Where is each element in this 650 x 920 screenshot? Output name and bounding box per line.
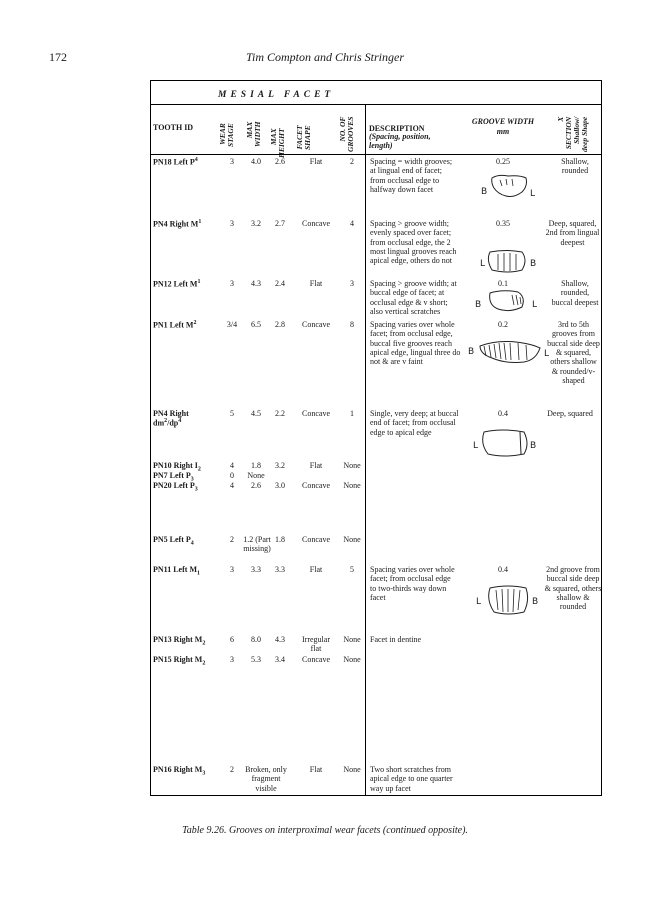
description-cell: Single, very deep; at buccal end of facet; from occlusal edge to apical edge [370, 409, 459, 437]
table-top-rule [150, 80, 602, 81]
table-right-rule [601, 80, 602, 796]
groove-width-cell: 0.1 [498, 279, 508, 288]
facet-sketch-pn11 [474, 582, 546, 618]
sketch-label-b: B [530, 441, 537, 451]
max-width-cell: None [247, 471, 265, 480]
sketch-label-b: B [475, 300, 482, 310]
header-x-section [557, 117, 589, 152]
tooth-id-sup: 2 [193, 320, 197, 326]
header-description-l3: length) [369, 140, 393, 150]
facet-shape-cell: Flat [309, 157, 323, 166]
tooth-id-text: PN16 Right M [153, 765, 203, 774]
description-cell: Spacing varies over whole facet; from occlusal edge, buccal five grooves reach apical edge, lingual three do not & are v faint [370, 320, 461, 367]
table-row-tooth-id [153, 279, 200, 289]
wear-stage-cell: 3 [230, 565, 234, 574]
max-width-cell: 1.2 (Part missing) [243, 535, 271, 554]
facet-sketch-pn4-dm [470, 424, 550, 462]
max-width-cell: 2.6 [251, 481, 261, 490]
header-separator-rule [150, 154, 602, 155]
header-wear-stage [219, 123, 234, 147]
header-description-l1: DESCRIPTION [369, 124, 425, 133]
facet-shape-cell: Irregular flat [302, 635, 330, 654]
tooth-id-text: PN18 Left P [153, 157, 195, 167]
sketch-label-b: B [481, 187, 488, 197]
max-width-cell: 3.3 [251, 565, 261, 574]
tooth-id-sup: 4 [194, 157, 198, 163]
header-wear-stage-l2: STAGE [225, 123, 235, 147]
tooth-id-sub: 3 [194, 486, 198, 493]
groove-width-cell: 0.4 [498, 565, 508, 574]
tooth-id-text: PN5 Left P [153, 535, 191, 544]
max-width-cell: 6.5 [251, 320, 261, 329]
max-width-cell: 4.5 [251, 409, 261, 418]
table-row-tooth-id [153, 535, 194, 548]
tooth-id-sub: 2 [202, 660, 206, 667]
grooves-cell: 8 [350, 320, 354, 329]
header-max-height-l2: HEIGHT [276, 128, 286, 158]
max-height-cell: 2.2 [275, 409, 285, 418]
facet-sketch-pn18 [478, 172, 548, 202]
wear-stage-cell: 4 [230, 481, 234, 490]
header-groove-width-l2: mm [496, 127, 510, 137]
table-bottom-rule [150, 795, 602, 796]
table-row-tooth-id [153, 565, 200, 578]
facet-sketch-pn4-m1 [478, 246, 548, 278]
header-description [369, 125, 431, 150]
description-cell: Two short scratches from apical edge to one quarter way up facet [370, 765, 453, 793]
grooves-cell: 5 [350, 565, 354, 574]
sketch-label-b: B [532, 597, 539, 607]
max-width-cell: 1.8 [251, 461, 261, 470]
wear-stage-cell: 3 [230, 219, 234, 228]
mesial-facet-header: MESIAL FACET [218, 90, 335, 100]
max-height-cell: 1.8 [275, 535, 285, 544]
facet-shape-cell: Concave [302, 481, 330, 490]
header-tooth-id: TOOTH ID [153, 123, 194, 132]
max-height-cell: 2.8 [275, 320, 285, 329]
header-facet-shape [296, 125, 311, 150]
x-section-cell: Shallow, rounded, buccal deepest [551, 279, 599, 307]
mesial-span-rule [150, 104, 602, 105]
description-cell: Spacing varies over whole facet; from occlusal edge to two-thirds way down facet [370, 565, 455, 603]
tooth-id-text: PN11 Left M [153, 565, 197, 574]
x-section-cell: 3rd to 5th grooves from buccal side deep & squared, others shallow & rounded/v-shaped [547, 320, 600, 386]
max-height-cell: 3.4 [275, 655, 285, 664]
header-max-height-l1: MAX [269, 128, 278, 146]
table-row-tooth-id [153, 655, 205, 668]
x-section-cell: Deep, squared [547, 409, 593, 418]
max-height-cell: 2.6 [275, 157, 285, 166]
tooth-id-line1: PN4 Right [153, 409, 189, 418]
max-width-cell: Broken, only fragment visible [245, 765, 287, 793]
tooth-id-text: PN13 Right M [153, 635, 203, 644]
header-x-section-l1: X [556, 116, 565, 122]
max-width-cell: 8.0 [251, 635, 261, 644]
max-height-cell: 4.3 [275, 635, 285, 644]
header-facet-shape-l1: FACET [295, 125, 304, 150]
table-row-tooth-id [153, 765, 205, 778]
description-cell: Facet in dentine [370, 635, 422, 644]
grooves-cell: 4 [350, 219, 354, 228]
facet-shape-cell: Flat [309, 565, 323, 574]
tooth-id-text: PN1 Left M [153, 320, 194, 330]
page-number: 172 [49, 50, 67, 64]
header-groove-width [458, 118, 548, 137]
groove-width-cell: 0.25 [496, 157, 510, 166]
header-groove-width-l1: GROOVE WIDTH [471, 117, 535, 126]
facet-shape-cell: Concave [302, 409, 330, 418]
max-height-cell: 3.2 [275, 461, 285, 470]
facet-shape-cell: Flat [309, 765, 323, 774]
header-max-width-l1: MAX [245, 121, 254, 139]
max-height-cell: 3.0 [275, 481, 285, 490]
wear-stage-cell: 2 [230, 765, 234, 774]
sketch-label-l: L [544, 349, 550, 359]
facet-sketch-pn1 [466, 334, 556, 370]
grooves-cell: None [343, 655, 361, 664]
max-height-cell: 2.4 [275, 279, 285, 288]
sketch-label-l: L [532, 300, 538, 310]
wear-stage-cell: 6 [230, 635, 234, 644]
header-wear-stage-l1: WEAR [218, 123, 227, 145]
grooves-cell: None [343, 461, 361, 470]
table-row-tooth-id [153, 157, 198, 167]
groove-width-cell: 0.2 [498, 320, 508, 329]
running-head: Tim Compton and Chris Stringer [245, 50, 405, 64]
table-row-tooth-id [153, 635, 205, 648]
wear-stage-cell: 3 [230, 655, 234, 664]
sketch-label-b: B [530, 259, 537, 269]
max-height-cell: 2.7 [275, 219, 285, 228]
max-width-cell: 5.3 [251, 655, 261, 664]
header-no-of-grooves-l2: GROOVES [345, 116, 355, 152]
tooth-id-line2 [153, 418, 189, 428]
header-max-width [246, 122, 261, 147]
sketch-label-l: L [476, 597, 482, 607]
max-width-cell: 3.2 [251, 219, 261, 228]
description-cell: Spacing = width grooves; at lingual end of facet; from occlusal edge to halfway down facet [370, 157, 453, 195]
groove-width-cell: 0.4 [498, 409, 508, 418]
tooth-id-sub: 4 [190, 540, 194, 547]
x-section-cell: 2nd groove from buccal side deep & squared, others shallow & rounded [544, 565, 602, 612]
grooves-cell: 3 [350, 279, 354, 288]
header-facet-shape-l2: SHAPE [302, 125, 312, 150]
sketch-label-l: L [530, 189, 536, 199]
grooves-cell: 2 [350, 157, 354, 166]
tooth-id-text: PN7 Left P [153, 471, 191, 480]
tooth-id-text: PN20 Left P [153, 481, 195, 490]
tooth-id-sup: 2 [164, 418, 168, 425]
max-width-cell: 4.0 [251, 157, 261, 166]
wear-stage-cell: 3 [230, 157, 234, 166]
facet-shape-cell: Flat [309, 279, 323, 288]
x-section-cell: Deep, squared, 2nd from lingual deepest [545, 219, 600, 247]
sketch-label-l: L [473, 441, 479, 451]
tooth-id-text: PN10 Right I [153, 461, 198, 470]
wear-stage-cell: 3/4 [226, 320, 238, 329]
table-caption: Table 9.26. Grooves on interproximal wear facets (continued opposite). [182, 825, 468, 836]
wear-stage-cell: 0 [230, 471, 234, 480]
mesial-left-rule [365, 104, 366, 795]
tooth-id-sub: 3 [190, 476, 194, 483]
tooth-id-sub: 2 [197, 466, 201, 473]
table-row-tooth-id [153, 320, 196, 330]
header-x-section-l4: deep Shape [580, 116, 589, 152]
table-row-tooth-id [153, 219, 201, 229]
grooves-cell: None [343, 535, 361, 544]
description-cell: Spacing > groove width; evenly spaced over facet; from occlusal edge, the 2 most lingual grooves reach apical edge, others do not [370, 219, 457, 266]
header-x-section-l2: SECTION [564, 116, 573, 150]
grooves-cell: 1 [350, 409, 354, 418]
header-max-width-l2: WIDTH [252, 121, 262, 147]
tooth-id-dm: dm [153, 419, 165, 429]
tooth-id-text: PN4 Right M [153, 219, 199, 229]
description-cell: Spacing > groove width; at buccal edge of facet; at occlusal edge & v short; also vertical scratches [370, 279, 457, 317]
wear-stage-cell: 3 [230, 279, 234, 288]
facet-shape-cell: Concave [302, 655, 330, 664]
header-max-height [270, 128, 285, 158]
sketch-label-b: B [468, 347, 475, 357]
max-height-cell: 3.3 [275, 565, 285, 574]
header-no-of-grooves-l1: NO. OF [338, 116, 347, 142]
wear-stage-cell: 4 [230, 461, 234, 470]
tooth-id-sup: 1 [198, 219, 202, 225]
grooves-cell: None [343, 635, 361, 644]
tooth-id-sub: 1 [197, 570, 200, 577]
facet-shape-cell: Concave [302, 320, 330, 329]
table-row-tooth-id [153, 481, 198, 494]
grooves-cell: None [343, 765, 361, 774]
header-x-section-l3: Shallow/ [572, 116, 581, 144]
header-no-of-grooves [339, 117, 354, 152]
x-section-cell: Shallow, rounded [561, 157, 589, 176]
groove-width-cell: 0.35 [496, 219, 510, 228]
facet-sketch-pn12 [470, 287, 550, 317]
sketch-label-l: L [480, 259, 486, 269]
tooth-id-text: PN12 Left M [153, 279, 198, 289]
wear-stage-cell: 5 [230, 409, 234, 418]
header-description-l2: (Spacing, position, [369, 132, 431, 142]
table-row-tooth-id [153, 409, 189, 428]
tooth-id-sup2: 4 [178, 418, 182, 425]
grooves-cell: None [343, 481, 361, 490]
tooth-id-dp: /dp [167, 419, 179, 429]
tooth-id-sub: 3 [202, 770, 206, 777]
facet-shape-cell: Concave [302, 219, 330, 228]
tooth-id-text: PN15 Right M [153, 655, 203, 664]
wear-stage-cell: 2 [230, 535, 234, 544]
facet-shape-cell: Flat [309, 461, 323, 470]
tooth-id-sub: 2 [202, 640, 206, 647]
facet-shape-cell: Concave [302, 535, 330, 544]
tooth-id-sup: 1 [197, 279, 201, 285]
max-width-cell: 4.3 [251, 279, 261, 288]
table-left-rule [150, 80, 151, 796]
